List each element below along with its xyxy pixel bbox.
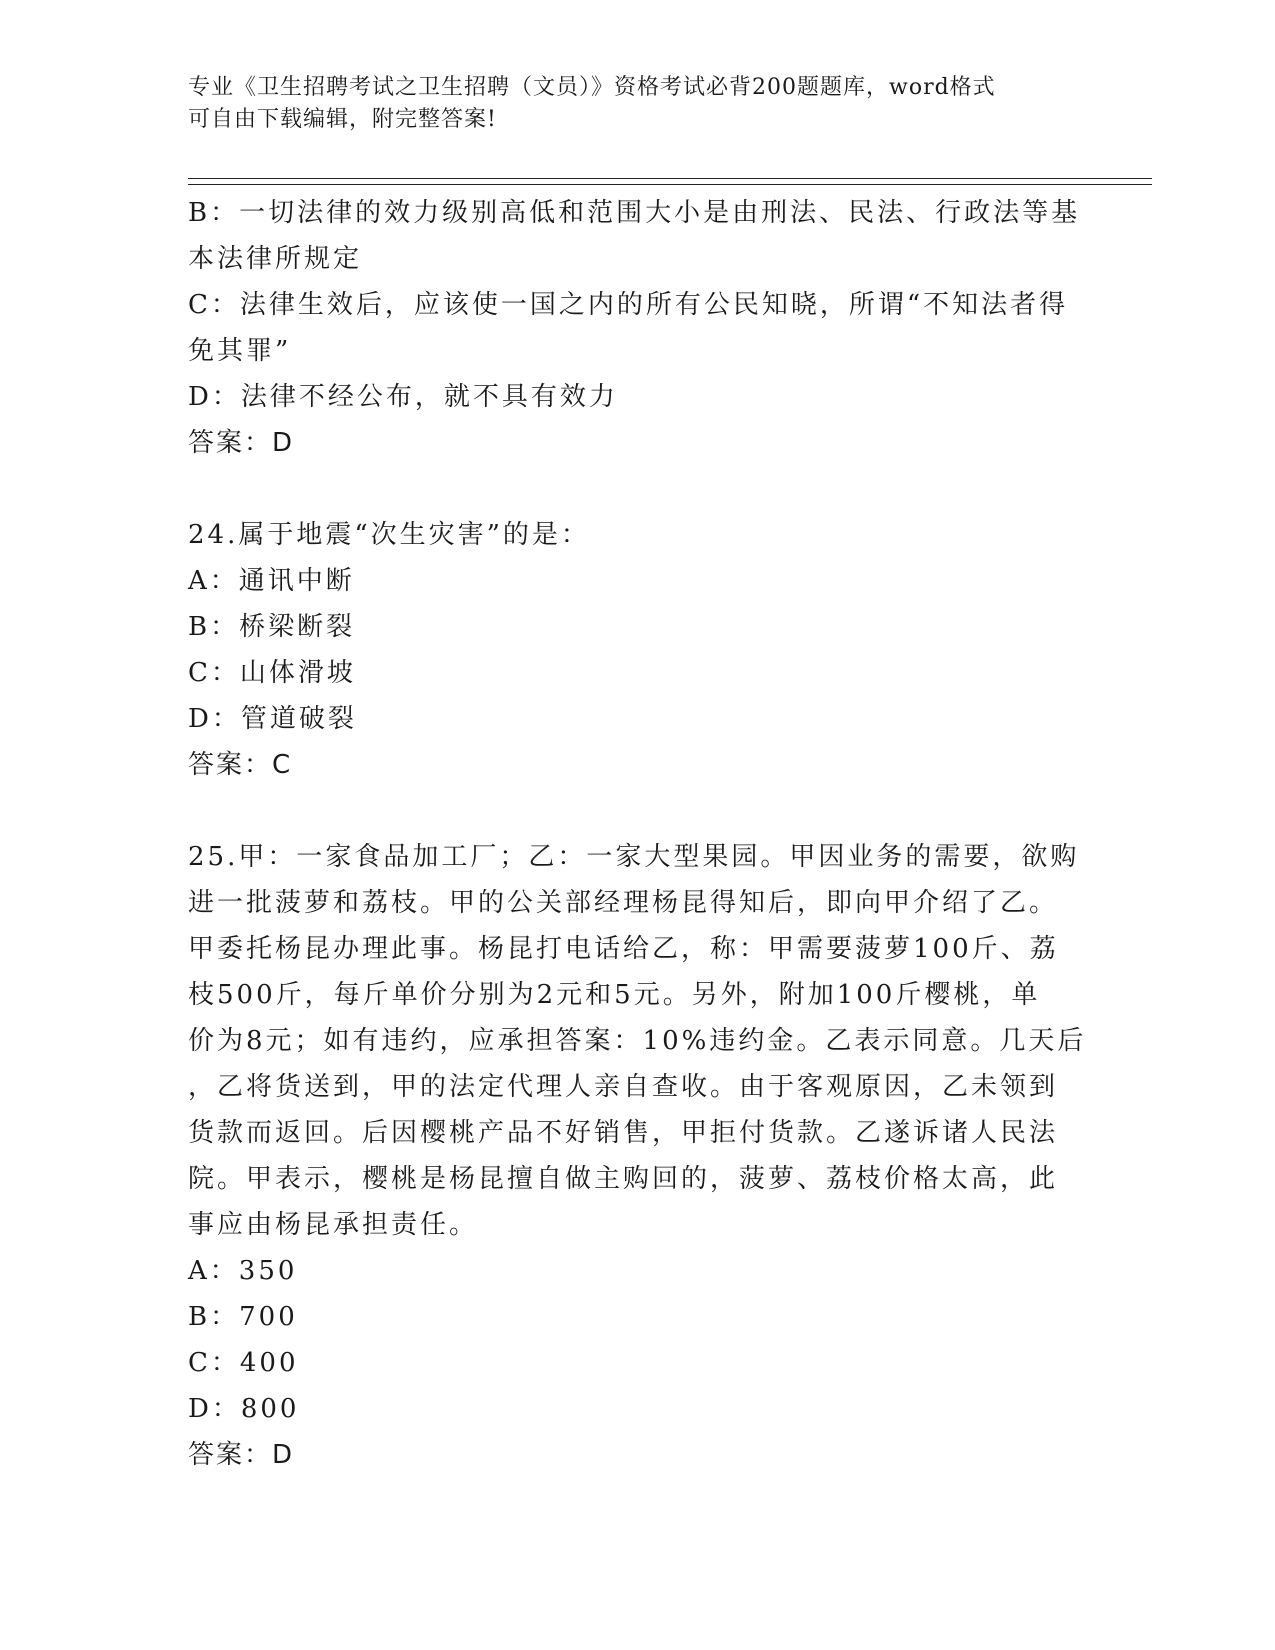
- q24-question: 24.属于地震“次生灾害”的是：: [188, 520, 590, 550]
- q25-question-line: 价为8元；如有违约，应承担答案：10%违约金。乙表示同意。几天后: [188, 1026, 1087, 1056]
- q23-option-c-line-1: C：法律生效后，应该使一国之内的所有公民知晓，所谓“不知法者得: [188, 290, 1069, 320]
- q25-question-line: 进一批菠萝和荔枝。甲的公关部经理杨昆得知后，即向甲介绍了乙。: [188, 888, 1059, 918]
- q24-option-c: C：山体滑坡: [188, 658, 356, 688]
- q23-option-d: D：法律不经公布，就不具有效力: [188, 382, 618, 412]
- q23-option-c-line-2: 免其罪”: [188, 336, 292, 366]
- document-header: [188, 72, 1068, 136]
- q25-question-line: 25.甲：一家食品加工厂；乙：一家大型果园。甲因业务的需要，欲购: [188, 842, 1080, 872]
- q23-option-b-line-2: 本法律所规定: [188, 244, 363, 274]
- q25-option-d: D：800: [188, 1394, 300, 1424]
- q25-option-a: A：350: [188, 1256, 298, 1286]
- q23-option-b-line-1: B：一切法律的效力级别高低和范围大小是由刑法、民法、行政法等基: [188, 198, 1081, 228]
- header-line-2: 可自由下载编辑，附完整答案!: [188, 107, 497, 132]
- q24-option-b: B：桥梁断裂: [188, 612, 356, 642]
- q23-answer: 答案：D: [188, 428, 295, 458]
- q24-answer: 答案：C: [188, 750, 293, 780]
- q25-question-line: ，乙将货送到，甲的法定代理人亲自查收。由于客观原因，乙未领到: [188, 1072, 1059, 1102]
- spacer: [188, 788, 1088, 834]
- q24-option-a: A：通讯中断: [188, 566, 355, 596]
- header-line-1: 专业《卫生招聘考试之卫生招聘（文员）》资格考试必背200题题库，word格式: [188, 75, 996, 100]
- q25-question-line: 事应由杨昆承担责任。: [188, 1210, 479, 1240]
- q25-question-line: 甲委托杨昆办理此事。杨昆打电话给乙，称：甲需要菠萝100斤、荔: [188, 934, 1059, 964]
- q25-option-b: B：700: [188, 1302, 298, 1332]
- q25-option-c: C：400: [188, 1348, 299, 1378]
- q25-answer: 答案：D: [188, 1440, 295, 1470]
- header-rule-bottom: [188, 184, 1152, 185]
- document-body: [188, 190, 1088, 1478]
- header-rule-top: [188, 178, 1152, 179]
- q24-option-d: D：管道破裂: [188, 704, 357, 734]
- q25-question-line: 枝500斤，每斤单价分别为2元和5元。另外，附加100斤樱桃，单: [188, 980, 1041, 1010]
- q25-question-line: 货款而返回。后因樱桃产品不好销售，甲拒付货款。乙遂诉诸人民法: [188, 1118, 1059, 1148]
- spacer: [188, 466, 1088, 512]
- q25-question-line: 院。甲表示，樱桃是杨昆擅自做主购回的，菠萝、荔枝价格太高，此: [188, 1164, 1059, 1194]
